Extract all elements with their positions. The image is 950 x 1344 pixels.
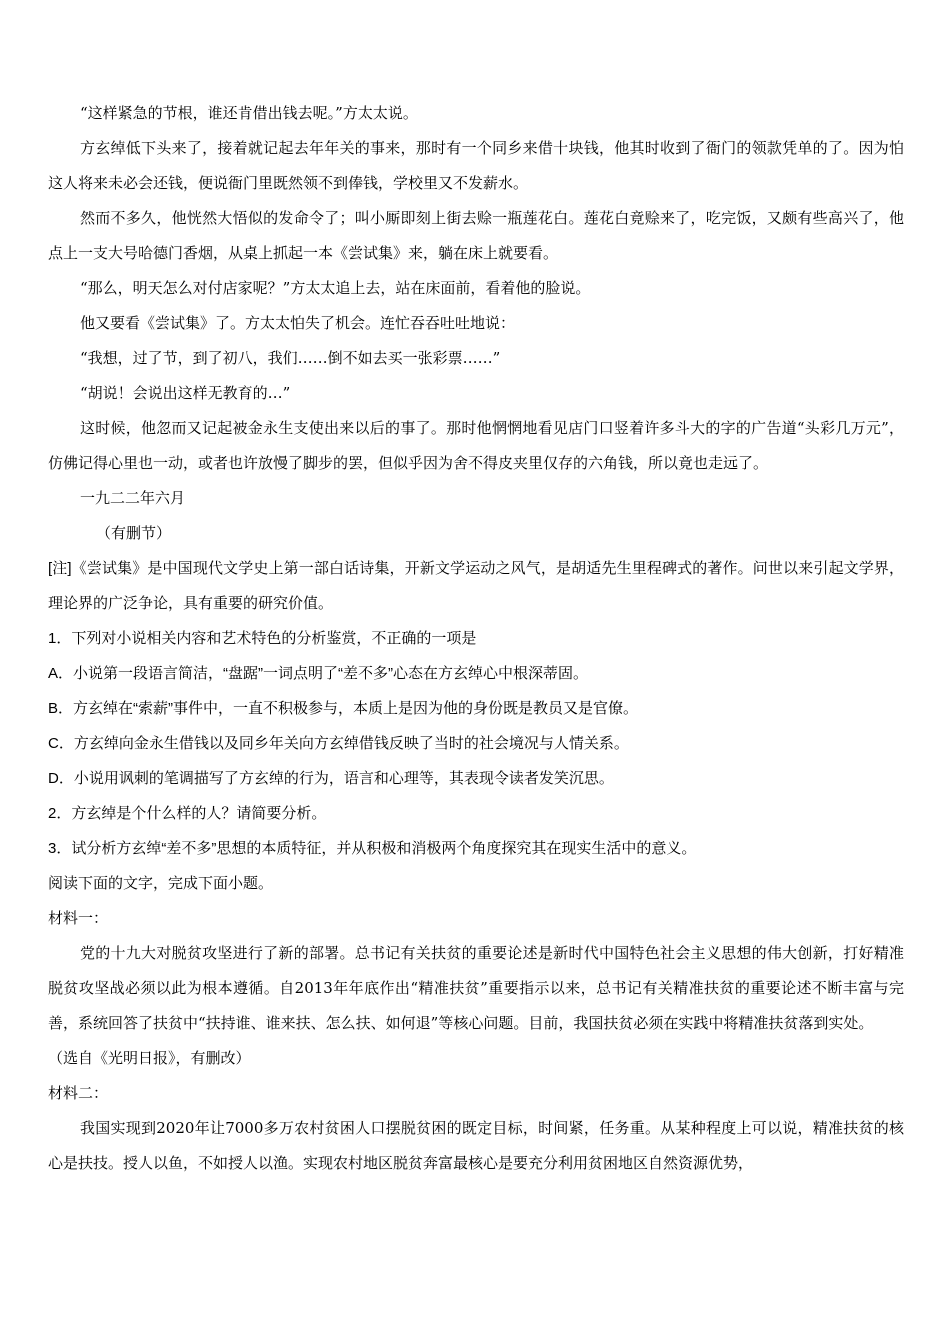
material-1-label: 材料一： xyxy=(48,910,109,927)
option-b: B．方玄绰在“索薪”事件中，一直不积极参与，本质上是因为他的身份既是教员又是官僚。 xyxy=(48,700,638,717)
question-2: 2．方玄绰是个什么样的人？请简要分析。 xyxy=(48,805,327,822)
question-1: 1．下列对小说相关内容和艺术特色的分析鉴赏，不正确的一项是 xyxy=(48,630,477,647)
option-c: C．方玄绰向金永生借钱以及同乡年关向方玄绰借钱反映了当时的社会境况与人情关系。 xyxy=(48,735,629,752)
story-paragraph-1: “这样紧急的节根，谁还肯借出钱去呢。”方太太说。 xyxy=(80,104,418,122)
story-deleted-note: （有删节） xyxy=(96,524,172,542)
footnote: [注]《尝试集》是中国现代文学史上第一部白话诗集，开新文学运动之风气，是胡适先生里程碑式的著作。问世以来引起文学界，理论界的广泛争论，具有重要的研究价值。 xyxy=(48,560,904,612)
story-paragraph-4: “那么，明天怎么对付店家呢？”方太太追上去，站在床面前，看着他的脸说。 xyxy=(80,279,591,297)
option-d: D．小说用讽刺的笔调描写了方玄绰的行为，语言和心理等，其表现令读者发笑沉思。 xyxy=(48,770,614,787)
story-paragraph-8: 这时候，他忽而又记起被金永生支使出来以后的事了。那时他惘惘地看见店门口竖着许多斗大的字的广告道“头彩几万元”，仿佛记得心里也一动，或者也许放慢了脚步的罢，但似乎因为舍不得皮夹里仅存的六角钱，所以竟也走远了。 xyxy=(48,419,904,472)
story-paragraph-6: “我想，过了节，到了初八，我们……倒不如去买一张彩票……” xyxy=(80,349,501,367)
material-2-text: 我国实现到2020年让7000多万农村贫困人口摆脱贫困的既定目标，时间紧，任务重。从某种程度上可以说，精准扶贫的核心是扶技。授人以鱼，不如授人以渔。实现农村地区脱贫奔富最核心是要充分利用贫困地区自然资源优势， xyxy=(48,1119,904,1172)
material-1-text: 党的十九大对脱贫攻坚进行了新的部署。总书记有关扶贫的重要论述是新时代中国特色社会主义思想的伟大创新，打好精准脱贫攻坚战必须以此为根本遵循。自2013年年底作出“精准扶贫”重要指示以来，总书记有关精准扶贫的重要论述不断丰富与完善，系统回答了扶贫中“扶持谁、谁来扶、怎么扶、如何退”等核心问题。目前，我国扶贫必须在实践中将精准扶贫落到实处。 xyxy=(48,944,904,1032)
option-a: A．小说第一段语言简洁，“盘踞”一词点明了“差不多”心态在方玄绰心中根深蒂固。 xyxy=(48,665,588,682)
story-date: 一九二二年六月 xyxy=(80,489,186,507)
material-2-label: 材料二： xyxy=(48,1085,109,1102)
document-page xyxy=(48,96,904,1181)
question-3: 3．试分析方玄绰“差不多”思想的本质特征，并从积极和消极两个角度探究其在现实生活中的意义。 xyxy=(48,840,697,857)
story-paragraph-3: 然而不多久，他恍然大悟似的发命令了；叫小厮即刻上街去赊一瓶莲花白。莲花白竟赊来了，吃完饭，又颇有些高兴了，他点上一支大号哈德门香烟，从桌上抓起一本《尝试集》来，躺在床上就要看。 xyxy=(48,209,904,262)
story-paragraph-7: “胡说！会说出这样无教育的…” xyxy=(80,384,291,402)
story-paragraph-2: 方玄绰低下头来了，接着就记起去年年关的事来，那时有一个同乡来借十块钱，他其时收到了衙门的领款凭单的了。因为怕这人将来未必会还钱，便说衙门里既然领不到俸钱，学校里又不发薪水。 xyxy=(48,139,904,192)
material-1-source: （选自《光明日报》，有删改） xyxy=(48,1049,251,1067)
reading-intro: 阅读下面的文字，完成下面小题。 xyxy=(48,875,274,892)
story-paragraph-5: 他又要看《尝试集》了。方太太怕失了机会。连忙吞吞吐吐地说： xyxy=(80,314,516,332)
